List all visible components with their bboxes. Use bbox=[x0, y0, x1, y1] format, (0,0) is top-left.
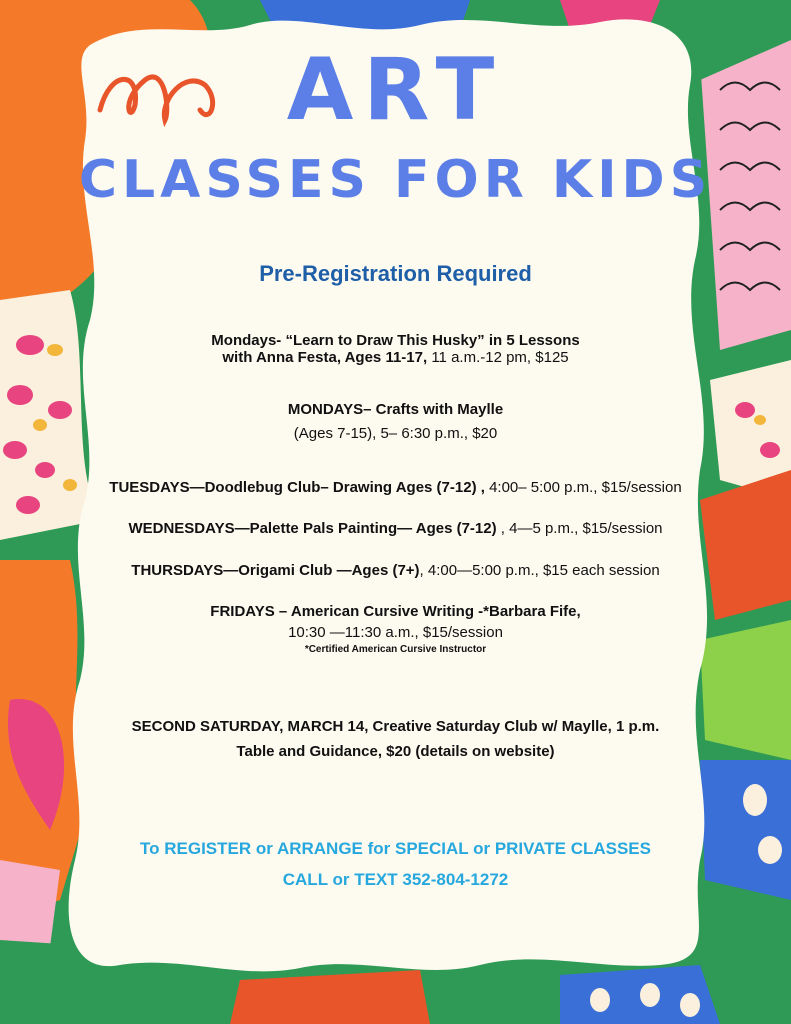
tuesday-class-details: 4:00– 5:00 p.m., $15/session bbox=[484, 479, 682, 496]
monday-crafts-line2: (Ages 7-15), 5– 6:30 p.m., $20 bbox=[293, 425, 498, 442]
friday-class-title: FRIDAYS – American Cursive Writing -*Barbara Fife, bbox=[210, 603, 581, 620]
register-info: To REGISTER or ARRANGE for SPECIAL or PRIVATE CLASSES bbox=[140, 839, 651, 858]
monday-husky-instructor: with Anna Festa, Ages 11-17, bbox=[222, 349, 428, 366]
phone-contact: CALL or TEXT 352-804-1272 bbox=[282, 870, 509, 889]
title-art: ART bbox=[286, 40, 505, 140]
monday-husky-line2 bbox=[0, 349, 791, 366]
monday-husky-details: 11 a.m.-12 pm, $125 bbox=[427, 349, 569, 366]
saturday-class-line1: SECOND SATURDAY, MARCH 14, Creative Saturday Club w/ Maylle, 1 p.m. bbox=[131, 718, 660, 735]
monday-crafts-line1: MONDAYS– Crafts with Maylle bbox=[287, 401, 504, 418]
wednesday-class-details: , 4—5 p.m., $15/session bbox=[496, 520, 663, 537]
monday-husky-line1: Mondays- “Learn to Draw This Husky” in 5 Lessons bbox=[211, 332, 580, 349]
saturday-class-line2: Table and Guidance, $20 (details on website) bbox=[236, 743, 555, 760]
tuesday-class-title: TUESDAYS—Doodlebug Club– Drawing Ages (7-12) , bbox=[109, 479, 485, 496]
title-classes-for-kids: CLASSES FOR KIDS bbox=[78, 150, 713, 210]
wednesday-class bbox=[0, 520, 791, 537]
thursday-class-title: THURSDAYS—Origami Club —Ages (7+) bbox=[131, 562, 420, 579]
friday-class-details: 10:30 —11:30 a.m., $15/session bbox=[288, 624, 503, 641]
tuesday-class bbox=[0, 479, 791, 496]
thursday-class-details: , 4:00—5:00 p.m., $15 each session bbox=[419, 562, 660, 579]
pre-registration-heading: Pre-Registration Required bbox=[259, 261, 532, 286]
thursday-class bbox=[0, 562, 791, 579]
wednesday-class-title: WEDNESDAYS—Palette Pals Painting— Ages (7-12) bbox=[128, 520, 497, 537]
friday-instructor-note: *Certified American Cursive Instructor bbox=[304, 644, 487, 655]
